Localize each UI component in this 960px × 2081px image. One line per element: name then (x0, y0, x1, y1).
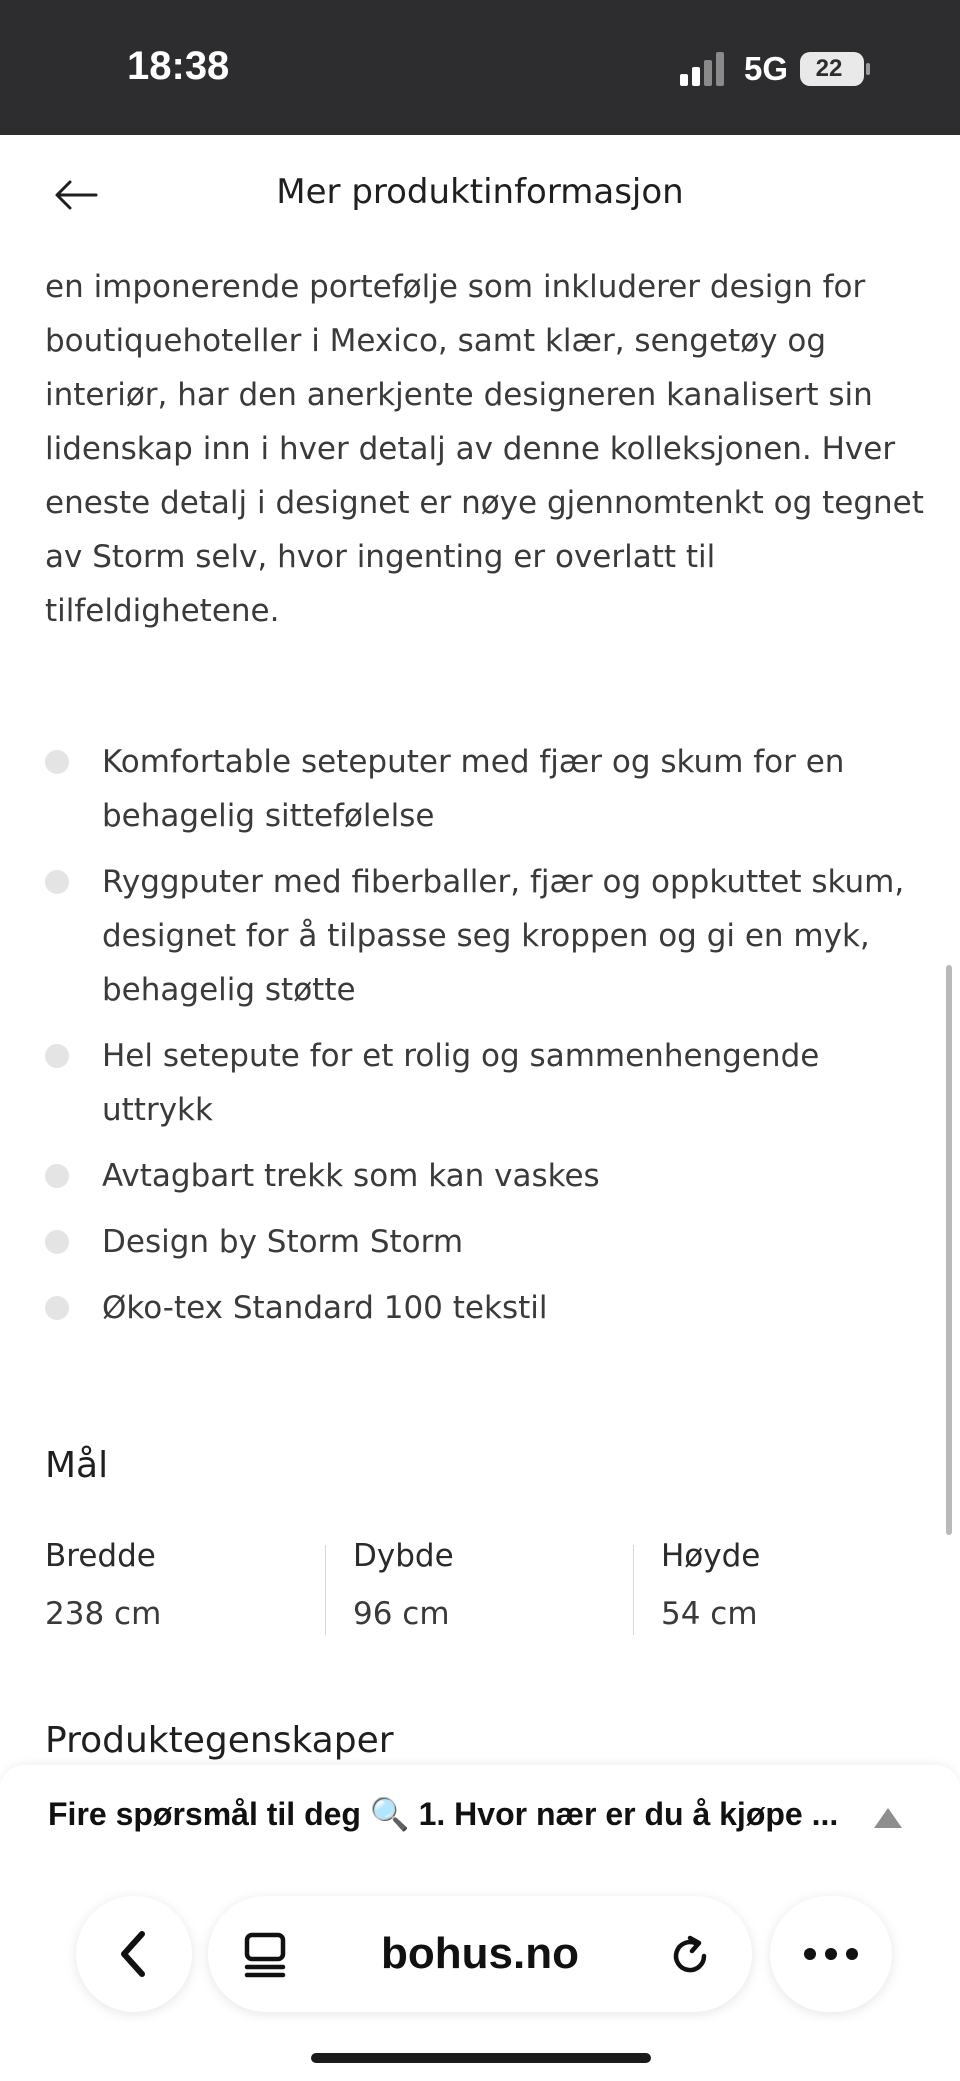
page-title: Mer produktinformasjon (276, 172, 684, 212)
feature-item (0, 855, 960, 1017)
battery-level: 22 (815, 55, 843, 82)
dimension-label: Høyde (661, 1538, 761, 1574)
dimension-value: 96 cm (353, 1596, 450, 1632)
home-indicator (311, 2053, 651, 2063)
feature-item (0, 1029, 960, 1137)
feature-text: Øko-tex Standard 100 tekstil (102, 1290, 548, 1326)
scrollbar[interactable] (946, 965, 952, 1535)
dimensions-heading: Mål (45, 1445, 109, 1486)
feature-item (0, 1149, 960, 1203)
feature-text: Design by Storm Storm (102, 1224, 464, 1260)
feature-text: Ryggputer med fiberballer, fjær og oppkuttet skum, designet for å tilpasse seg kroppen og gi en myk, behagelig støtte (102, 864, 905, 1008)
bullet-icon (45, 750, 69, 774)
product-info-content[interactable] (0, 235, 960, 1765)
status-bar (0, 0, 960, 135)
bullet-icon (45, 1296, 69, 1320)
properties-heading: Produktegenskaper (45, 1720, 394, 1761)
feature-item (0, 1281, 960, 1335)
dimension-divider (325, 1545, 326, 1635)
dimension-label: Dybde (353, 1538, 454, 1574)
feature-list (0, 735, 960, 1347)
survey-banner-text[interactable]: Fire spørsmål til deg 🔍 1. Hvor nær er du å kjøpe ... (48, 1796, 839, 1832)
more-dots-icon (802, 1946, 860, 1962)
battery-icon (800, 52, 864, 86)
reload-icon[interactable] (666, 1932, 714, 1980)
feature-text: Hel setepute for et rolig og sammenhengende uttrykk (102, 1038, 820, 1128)
url-text[interactable]: bohus.no (381, 1929, 579, 1978)
feature-text: Komfortable seteputer med fjær og skum for en behagelig sittefølelse (102, 744, 845, 834)
battery-nub (866, 63, 870, 75)
dimension-divider (633, 1545, 634, 1635)
survey-banner[interactable] (0, 1765, 960, 1880)
expand-up-icon[interactable] (872, 1805, 904, 1831)
page-header (0, 135, 960, 255)
dimension-value: 238 cm (45, 1596, 162, 1632)
address-bar[interactable] (208, 1896, 752, 2012)
bullet-icon (45, 870, 69, 894)
bullet-icon (45, 1044, 69, 1068)
browser-back-button[interactable] (76, 1896, 192, 2012)
bullet-icon (45, 1164, 69, 1188)
dimension-label: Bredde (45, 1538, 156, 1574)
signal-icon (680, 52, 728, 86)
status-time: 18:38 (127, 44, 230, 88)
feature-text: Avtagbart trekk som kan vaskes (102, 1158, 600, 1194)
feature-item (0, 1215, 960, 1269)
network-label: 5G (744, 50, 789, 87)
browser-toolbar (0, 1880, 960, 2081)
bullet-icon (45, 1230, 69, 1254)
chevron-left-icon (112, 1928, 156, 1980)
description-paragraph: en imponerende portefølje som inkluderer design for boutiquehoteller i Mexico, samt klær, sengetøy og interiør, har den anerkjente designeren kanalisert sin lidenskap inn i hver detalj av denne kolleksjonen. Hver eneste detalj i designet er nøye gjennomtenkt og tegnet av Storm selv, hvor ingenting er overlatt til tilfeldighetene. (45, 269, 924, 629)
feature-item (0, 735, 960, 843)
dimension-value: 54 cm (661, 1596, 758, 1632)
more-options-button[interactable] (770, 1896, 892, 2012)
